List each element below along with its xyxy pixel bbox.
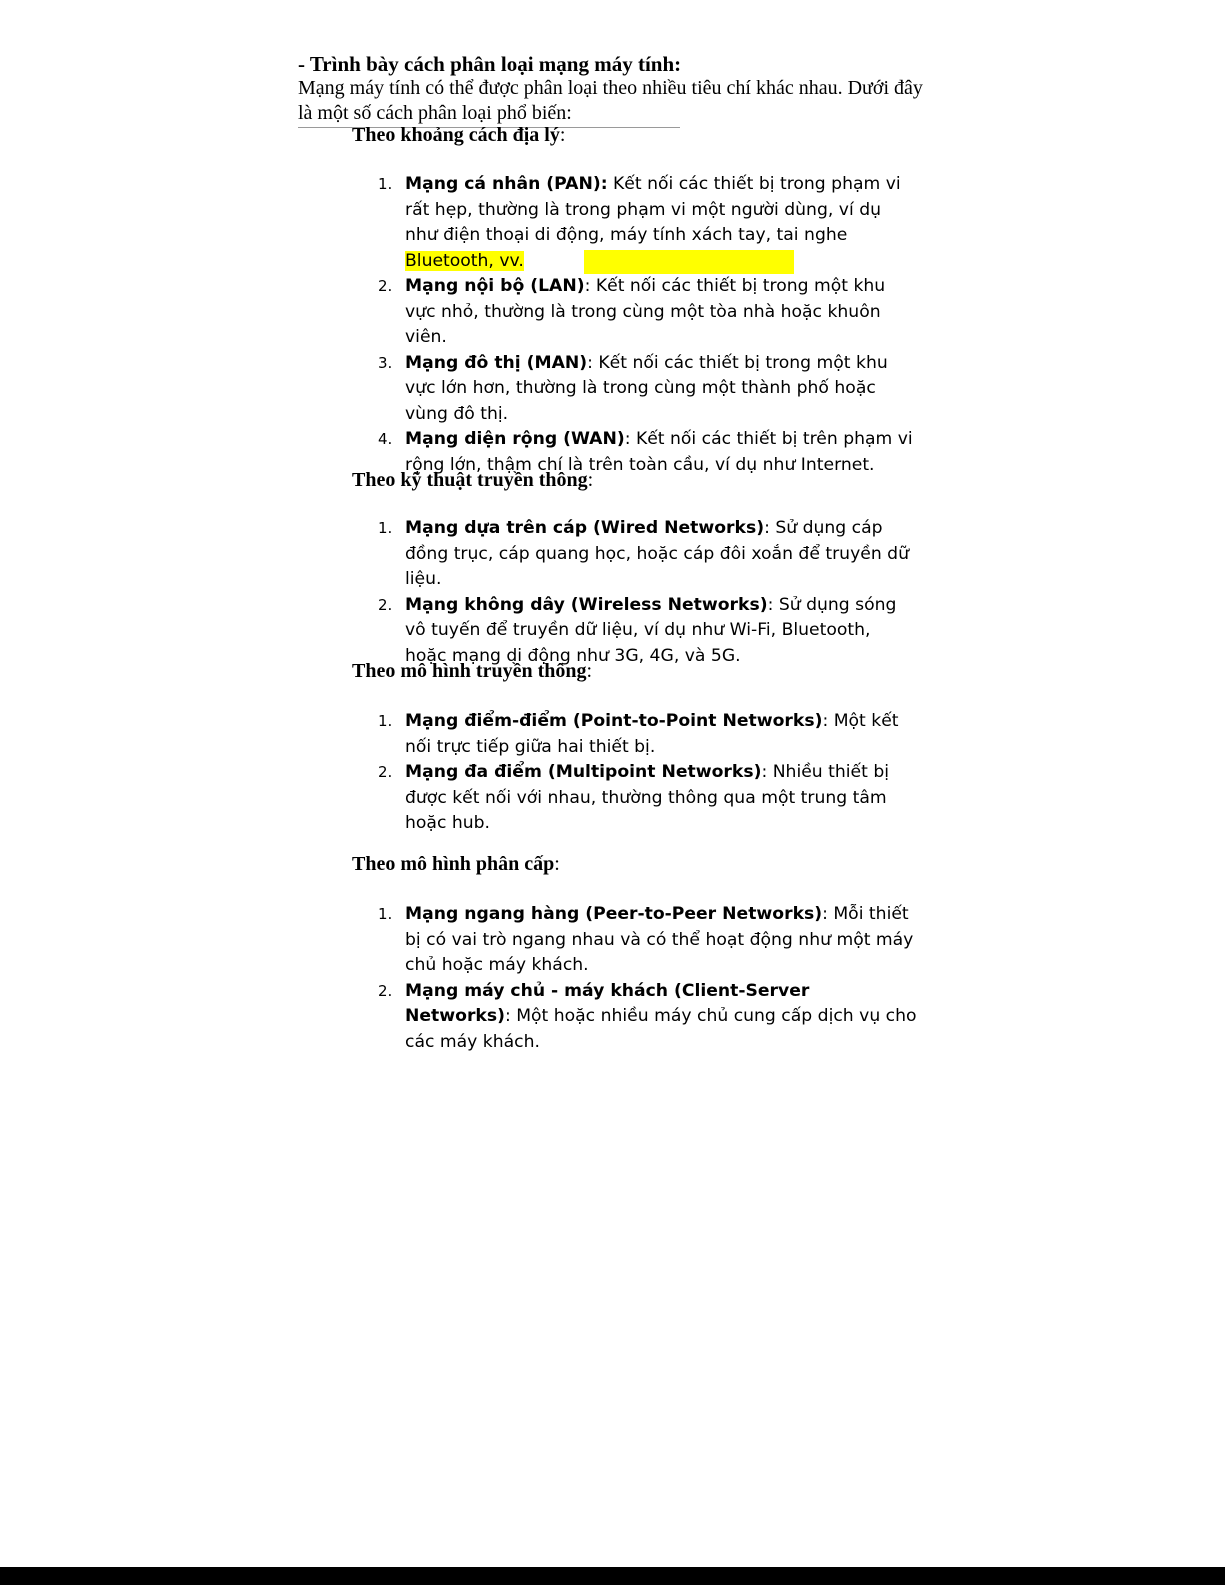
list-transmission-technology <box>378 516 917 669</box>
list-item: 1. Mạng cá nhân (PAN): Kết nối các thiết bị trong phạm vi rất hẹp, thường là trong phạm vi một người dùng, ví dụ như điện thoại di động, máy tính xách tay, tai nghe Bluetooth, vv. <box>378 174 901 271</box>
highlighted-text: Bluetooth, vv. <box>405 250 524 271</box>
list-item: 1. Mạng dựa trên cáp (Wired Networks): Sử dụng cáp đồng trục, cáp quang học, hoặc cáp đôi xoắn để truyền dữ liệu. <box>378 518 909 589</box>
page-bottom-border <box>0 1567 1225 1585</box>
list-hierarchy-model <box>378 902 917 1055</box>
list-item: 1. Mạng điểm-điểm (Point-to-Point Networks): Một kết nối trực tiếp giữa hai thiết bị. <box>378 711 899 757</box>
section-heading-geography: Theo khoảng cách địa lý: <box>352 124 566 146</box>
document-title: - Trình bày cách phân loại mạng máy tính: <box>298 52 682 76</box>
list-item: 2. Mạng không dây (Wireless Networks): Sử dụng sóng vô tuyến để truyền dữ liệu, ví dụ như Wi-Fi, Bluetooth, hoặc mạng di động như 3G, 4G, và 5G. <box>378 594 897 666</box>
intro-paragraph: Mạng máy tính có thể được phân loại theo nhiều tiêu chí khác nhau. Dưới đây là một số cách phân loại phổ biến: <box>298 77 923 124</box>
list-geography <box>378 172 917 478</box>
list-item: 3. Mạng đô thị (MAN): Kết nối các thiết bị trong một khu vực lớn hơn, thường là trong cùng một thành phố hoặc vùng đô thị. <box>378 352 888 424</box>
section-heading-hierarchy-model: Theo mô hình phân cấp: <box>352 853 560 875</box>
list-item: 1. Mạng ngang hàng (Peer-to-Peer Networks): Mỗi thiết bị có vai trò ngang nhau và có thể hoạt động như một máy chủ hoặc máy khách. <box>378 904 914 975</box>
section-heading-communication-model: Theo mô hình truyền thông: <box>352 660 593 682</box>
list-communication-model <box>378 709 917 837</box>
list-item: 4. Mạng diện rộng (WAN): Kết nối các thiết bị trên phạm vi rộng lớn, thậm chí là trên toàn cầu, ví dụ như Internet. <box>378 429 913 475</box>
list-item: 2. Mạng máy chủ - máy khách (Client-Server Networks): Một hoặc nhiều máy chủ cung cấp dịch vụ cho các máy khách. <box>378 980 917 1052</box>
section-heading-transmission-technology: Theo kỹ thuật truyền thông: <box>352 469 594 491</box>
list-item: 2. Mạng nội bộ (LAN): Kết nối các thiết bị trong một khu vực nhỏ, thường là trong cùng một tòa nhà hoặc khuôn viên. <box>378 276 886 347</box>
list-item: 2. Mạng đa điểm (Multipoint Networks): Nhiều thiết bị được kết nối với nhau, thường thông qua một trung tâm hoặc hub. <box>378 762 890 833</box>
